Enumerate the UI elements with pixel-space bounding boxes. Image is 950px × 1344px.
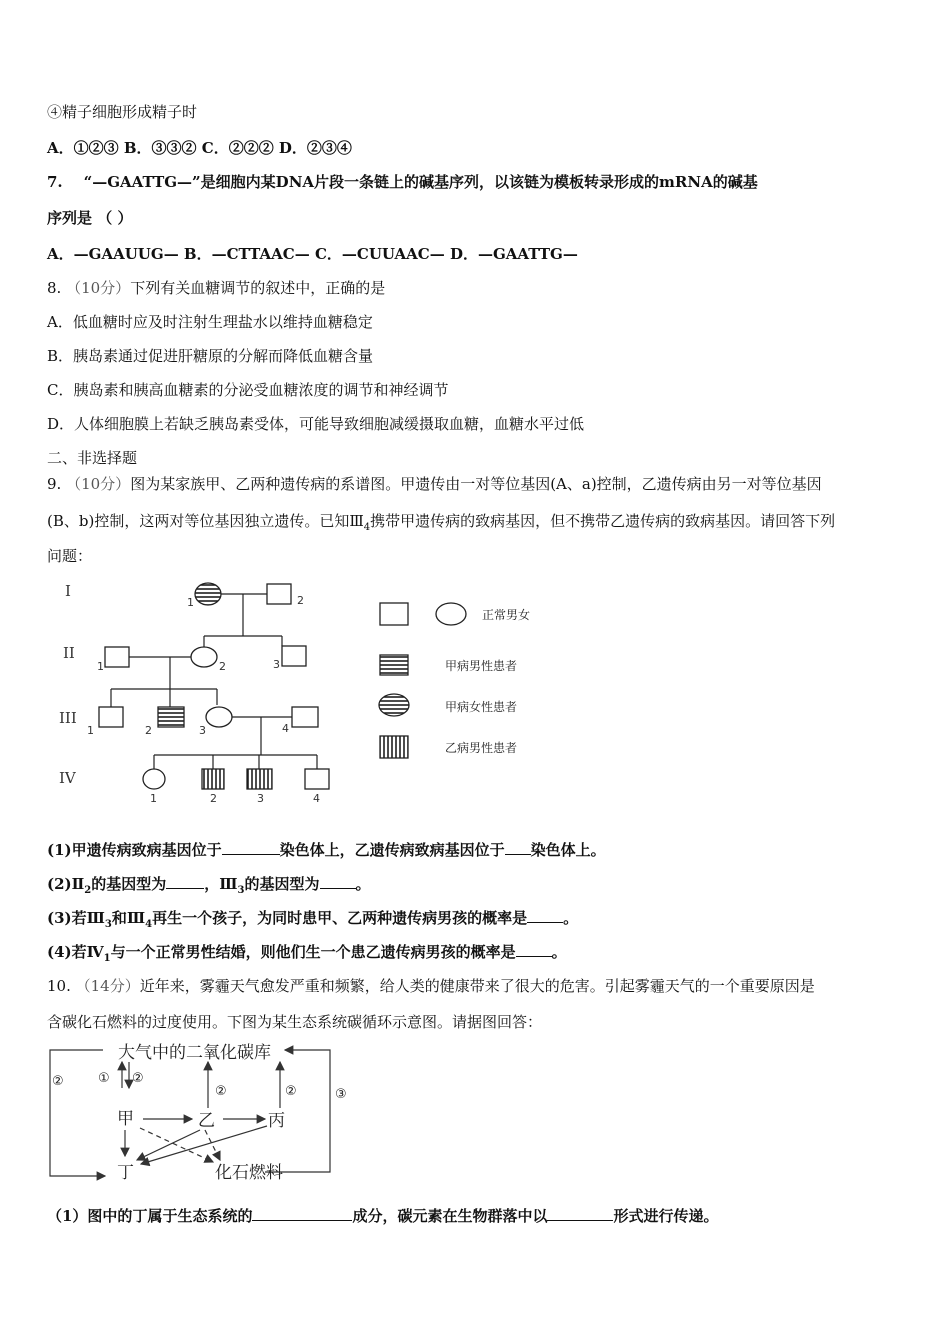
q9-sub4-text-a: (4)若Ⅳ (47, 943, 104, 961)
q10-sub1-blank2[interactable] (547, 1206, 613, 1221)
q9-sub2-text-e: 。 (355, 875, 371, 893)
gen-label-I: I (65, 582, 71, 600)
legend-normal-female (436, 603, 466, 625)
gen-label-III: III (59, 709, 77, 727)
q10-sub1-blank1[interactable] (252, 1206, 352, 1221)
q9-sub3-s1: 3 (104, 919, 112, 930)
node-bing: 丙 (268, 1111, 285, 1131)
section-heading: 二、非选择题 (47, 449, 138, 467)
gen-label-II: II (63, 644, 75, 662)
q6-options: A．①②③ B．③③② C．②②② D．②③④ (47, 139, 352, 157)
q9-sub4-text-c: 。 (551, 943, 567, 961)
label-II2: 2 (219, 660, 226, 673)
pedigree-III1 (99, 707, 123, 727)
pedigree-I1 (195, 583, 221, 605)
pedigree-III3 (206, 707, 232, 727)
pedigree-III2 (158, 707, 184, 727)
label-III2: 2 (145, 724, 152, 737)
q10-sub1 (47, 1206, 718, 1226)
label-III4: 4 (282, 722, 289, 735)
legend-jia-female (379, 694, 409, 716)
arrow-label-2-left: ② (52, 1074, 64, 1089)
q6-item4: ④精子细胞形成精子时 (47, 103, 198, 121)
q9-sub2 (47, 874, 371, 901)
arrow-label-2-bing: ② (285, 1084, 297, 1099)
q9-text2a: (B、b)控制，这两对等位基因独立遗传。已知Ⅲ (47, 512, 364, 530)
q7-stem-line1 (47, 172, 758, 192)
q10-sub1-text-c: 形式进行传递。 (613, 1207, 719, 1225)
q9-sub3-text-d: 。 (563, 909, 579, 927)
q9-sub3-text-b: 和Ⅲ (111, 909, 146, 927)
q9-stem-line2 (47, 511, 835, 538)
label-I2: 2 (297, 594, 304, 607)
gen-label-IV: IV (59, 769, 76, 787)
q9-sub3-s2: 4 (145, 919, 153, 930)
q9-sub4-blank[interactable] (516, 942, 552, 957)
q9-sub2-text-c: ，Ⅲ (204, 875, 238, 893)
q9-sub2-blank2[interactable] (320, 874, 356, 889)
q9-sub1-blank1[interactable] (222, 840, 280, 855)
label-II3: 3 (273, 658, 280, 671)
q10-sub1-text-b: 成分，碳元素在生物群落中以 (352, 1207, 548, 1225)
node-fossil-fuel: 化石燃料 (215, 1163, 283, 1182)
q9-sub2-s1: 2 (84, 885, 92, 896)
q8-text: 下列有关血糖调节的叙述中，正确的是 (130, 279, 386, 297)
q8-score: （10分） (66, 279, 131, 297)
label-IV3: 3 (257, 792, 264, 804)
label-IV4: 4 (313, 792, 320, 804)
q9-sub2-s2: 3 (237, 885, 245, 896)
legend-label-normal: 正常男女 (482, 608, 531, 622)
label-III3: 3 (199, 724, 206, 737)
legend-label-yi-male: 乙病男性患者 (445, 741, 518, 755)
pedigree-II2 (191, 647, 217, 667)
q8-number: 8. (47, 279, 62, 297)
pedigree-IV3 (247, 769, 272, 789)
q9-sub1-text-b: 染色体上，乙遗传病致病基因位于 (279, 841, 505, 859)
q9-text1: 图为某家族甲、乙两种遗传病的系谱图。甲遗传由一对等位基因(A、a)控制，乙遗传病由另一对等位基因 (130, 475, 822, 493)
q9-number: 9. (47, 475, 62, 493)
label-IV2: 2 (210, 792, 217, 804)
q10-stem-line1 (47, 976, 815, 996)
pedigree-chart (47, 572, 557, 804)
pedigree-I2 (267, 584, 291, 604)
legend-jia-male (380, 655, 408, 675)
q7-options: A．—GAAUUG— B．—CTTAAC— C．—CUUAAC— D．—GAATTG— (47, 245, 578, 263)
legend-label-jia-female: 甲病女性患者 (445, 700, 518, 714)
q9-sub3 (47, 908, 578, 935)
pedigree-IV2 (202, 769, 224, 789)
q9-sub3-text-a: (3)若Ⅲ (47, 909, 105, 927)
arrow-label-1: ① (98, 1071, 110, 1086)
node-yi: 乙 (198, 1111, 215, 1131)
q9-sub1-text-a: (1)甲遗传病致病基因位于 (47, 841, 222, 859)
label-III1: 1 (87, 724, 94, 737)
q7-stem: “—GAATTG—”是细胞内某DNA片段一条链上的碱基序列，以该链为模板转录形成的mRNA的碱基 (83, 173, 758, 191)
q9-sub2-text-a: (2)Ⅱ (47, 875, 85, 893)
atmosphere-co2-pool: 大气中的二氧化碳库 (118, 1043, 271, 1063)
q8-option-a: A．低血糖时应及时注射生理盐水以维持血糖稳定 (47, 313, 373, 331)
pedigree-III4 (292, 707, 318, 727)
q9-sub-4: 4 (363, 522, 371, 533)
q9-stem-line1 (47, 474, 822, 494)
q9-sub2-blank1[interactable] (166, 874, 204, 889)
q7-number: 7. (47, 173, 63, 191)
q7-stem-line2: 序列是 （ ） (47, 209, 133, 227)
arrow-label-2-jia: ② (132, 1071, 144, 1086)
pedigree-IV1 (143, 769, 165, 789)
q9-sub1 (47, 840, 606, 860)
arrow-label-3: ③ (335, 1087, 347, 1102)
label-I1: 1 (187, 596, 194, 609)
q8-option-d: D．人体细胞膜上若缺乏胰岛素受体，可能导致细胞减缓摄取血糖，血糖水平过低 (47, 415, 585, 433)
label-II1: 1 (97, 660, 104, 673)
legend-normal-male (380, 603, 408, 625)
q10-text1: 近年来，雾霾天气愈发严重和频繁，给人类的健康带来了很大的危害。引起雾霾天气的一个重要原因是 (139, 977, 815, 995)
q8-stem (47, 278, 385, 298)
legend-label-jia-male: 甲病男性患者 (445, 659, 518, 673)
q9-sub4 (47, 942, 567, 969)
q9-sub2-text-b: 的基因型为 (91, 875, 167, 893)
q10-sub1-text-a: （1）图中的丁属于生态系统的 (47, 1207, 253, 1225)
pedigree-IV4 (305, 769, 329, 789)
q10-stem-line2: 含碳化石燃料的过度使用。下图为某生态系统碳循环示意图。请据图回答： (47, 1013, 543, 1031)
q10-number: 10. (47, 977, 71, 995)
pedigree-II1 (105, 647, 129, 667)
q9-score: （10分） (66, 475, 131, 493)
q9-sub3-blank[interactable] (527, 908, 563, 923)
q8-option-c: C．胰岛素和胰高血糖素的分泌受血糖浓度的调节和神经调节 (47, 381, 449, 399)
q10-score: （14分） (75, 977, 140, 995)
q9-sub1-blank2[interactable] (505, 840, 531, 855)
pedigree-II3 (282, 646, 306, 666)
q9-sub4-text-b: 与一个正常男性结婚，则他们生一个患乙遗传病男孩的概率是 (110, 943, 516, 961)
label-IV1: 1 (150, 792, 157, 804)
q9-sub4-s: 1 (103, 953, 111, 964)
q9-sub3-text-c: 再生一个孩子，为同时患甲、乙两种遗传病男孩的概率是 (152, 909, 528, 927)
q9-sub2-text-d: 的基因型为 (244, 875, 320, 893)
carbon-cycle-diagram (45, 1040, 360, 1182)
q9-stem-line3: 问题： (47, 547, 93, 565)
q9-sub1-text-c: 染色体上。 (530, 841, 606, 859)
q8-option-b: B．胰岛素通过促进肝糖原的分解而降低血糖含量 (47, 347, 374, 365)
arrow-label-2-yi: ② (215, 1084, 227, 1099)
legend-yi-male (380, 736, 408, 758)
node-ding: 丁 (117, 1163, 134, 1182)
q9-text2b: 携带甲遗传病的致病基因，但不携带乙遗传病的致病基因。请回答下列 (370, 512, 836, 530)
node-jia: 甲 (117, 1109, 134, 1129)
